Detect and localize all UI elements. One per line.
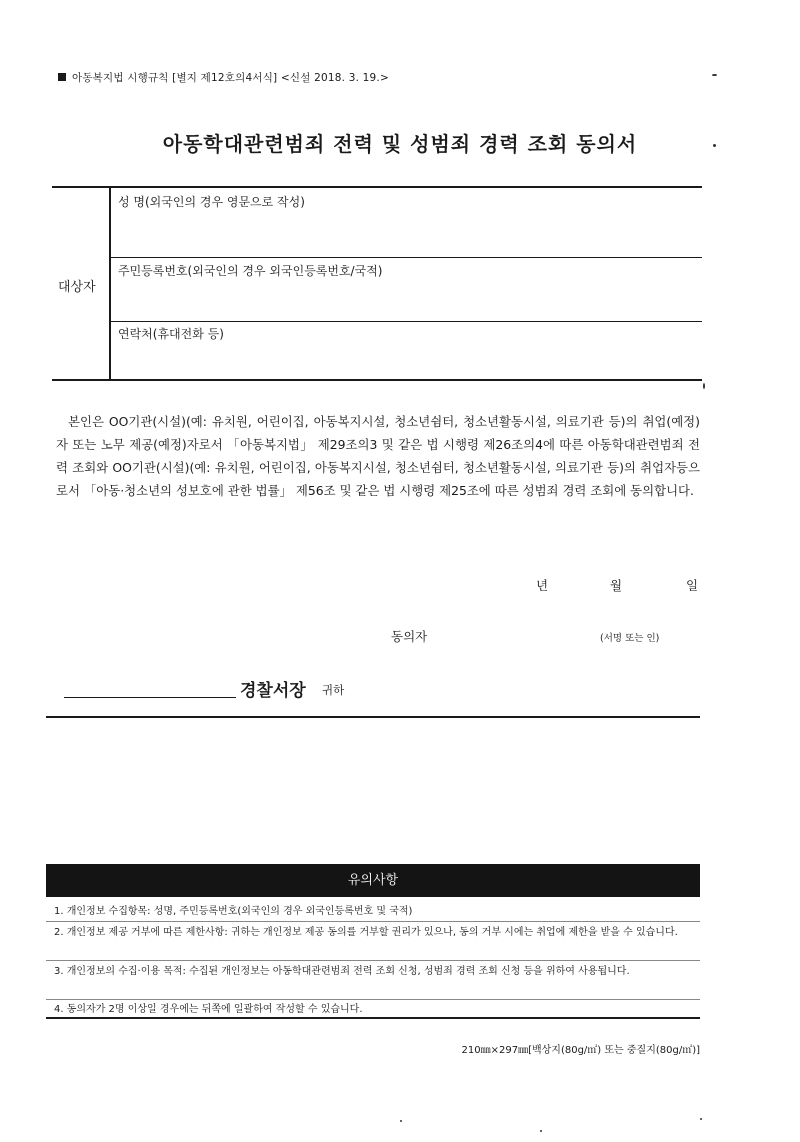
name-field-label: 성 명(외국인의 경우 영문으로 작성)	[118, 195, 305, 209]
scan-speck	[713, 144, 716, 147]
row-divider	[110, 321, 702, 322]
contact-field-label: 연락처(휴대전화 등)	[118, 327, 224, 341]
consenter-label: 동의자	[391, 629, 428, 644]
date-month-label: 월	[610, 578, 623, 593]
notice-title: 유의사항	[347, 873, 399, 888]
target-label: 대상자	[58, 280, 96, 295]
scan-speck	[700, 1118, 702, 1120]
notice-item: 1. 개인정보 수집항목: 성명, 주민등록번호(외국인의 경우 외국인등록번호 및 국적)	[54, 906, 413, 917]
notice-divider	[46, 921, 700, 922]
contact-field[interactable]	[118, 343, 698, 376]
notice-item: 4. 동의자가 2명 이상일 경우에는 뒤쪽에 일괄하여 작성할 수 있습니다.	[54, 1004, 363, 1015]
notice-header	[46, 864, 700, 897]
date-year-label: 년	[536, 578, 549, 593]
date-day-label: 일	[686, 578, 699, 593]
notice-bottom-border	[46, 1017, 700, 1019]
police-station-blank[interactable]	[64, 697, 236, 698]
table-bottom-border	[52, 379, 702, 381]
notice-item: 3. 개인정보의 수집·이용 목적: 수집된 개인정보는 아동학대관련범죄 전력 조회 신청, 성범죄 경력 조회 신청 등을 위하여 사용됩니다.	[54, 966, 630, 977]
scan-speck	[400, 1120, 402, 1122]
consent-statement	[56, 410, 700, 502]
notice-item: 2. 개인정보 제공 거부에 따른 제한사항: 귀하는 개인정보 제공 동의를 거부할 권리가 있으나, 동의 거부 시에는 취업에 제한을 받을 수 있습니다.	[54, 927, 678, 938]
form-info: 아동복지법 시행규칙 [별지 제12호의4서식] <신설 2018. 3. 19.>	[72, 72, 389, 84]
section-divider	[46, 716, 700, 718]
scan-speck	[712, 74, 717, 76]
name-field[interactable]	[118, 212, 698, 252]
table-divider	[109, 186, 111, 379]
paper-spec: 210㎜×297㎜[백상지(80g/㎡) 또는 중질지(80g/㎡)]	[461, 1045, 700, 1056]
id-number-field-label: 주민등록번호(외국인의 경우 외국인등록번호/국적)	[118, 264, 383, 278]
form-header	[58, 70, 389, 85]
document-title: 아동학대관련범죄 전력 및 성범죄 경력 조회 동의서	[162, 132, 638, 156]
id-number-field[interactable]	[118, 280, 698, 318]
scan-speck	[540, 1130, 542, 1132]
notice-divider	[46, 960, 700, 961]
recipient-suffix: 귀하	[322, 683, 345, 697]
table-top-border	[52, 186, 702, 188]
consent-paragraph: 본인은 OO기관(시설)(예: 유치원, 어린이집, 아동복지시설, 청소년쉼터, 청소년활동시설, 의료기관 등)의 취업(예정)자 또는 노무 제공(예정)자로서 「아동복지법」 제29조의3 및 같은 법 시행령 제26조의4에 따른 아동학대관련범죄 전력 조회와 OO기관(시설)(예: 유치원, 어린이집, 아동복지시설, 청소년쉼터, 청소년활동시설, 의료기관 등)의 취업자등으로서 「아동·청소년의 성보호에 관한 법률」 제56조 및 같은 법 시행령 제25조에 따른 성범죄 경력 조회에 동의합니다.	[56, 414, 700, 498]
scan-speck	[703, 383, 705, 389]
row-divider	[110, 257, 702, 258]
square-bullet-icon	[58, 73, 66, 81]
signature-hint: (서명 또는 인)	[600, 633, 660, 644]
police-chief-label: 경찰서장	[240, 681, 306, 701]
